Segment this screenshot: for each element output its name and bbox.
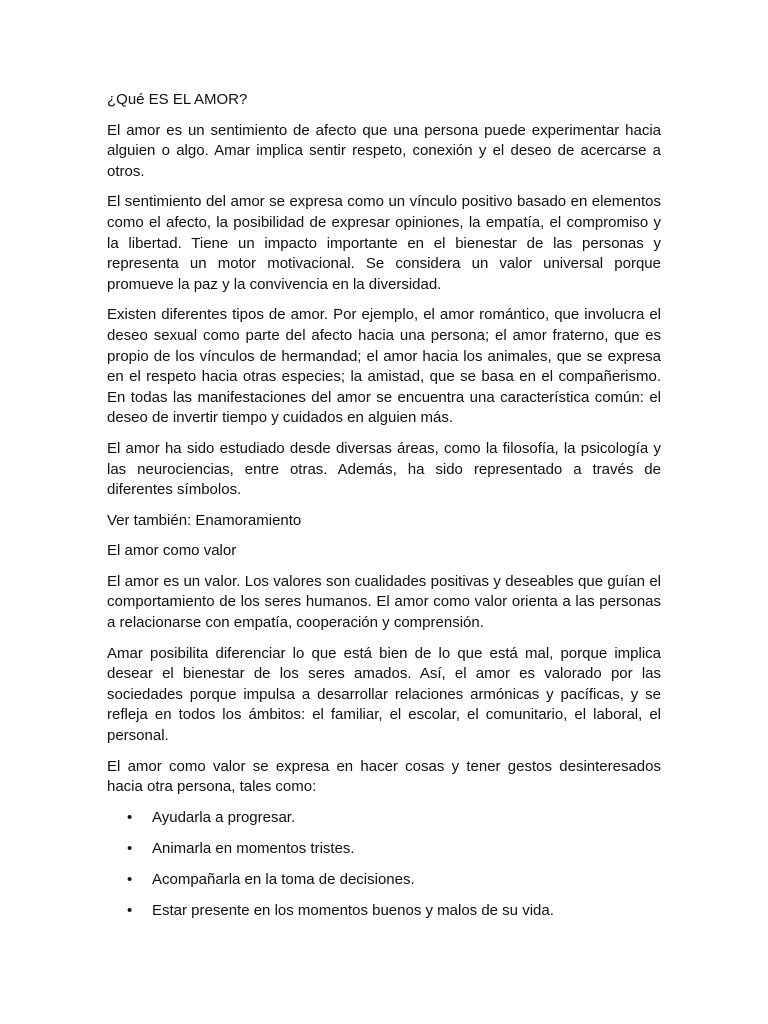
- gestures-list: [107, 808, 661, 922]
- list-item: [107, 808, 661, 829]
- document-title: ¿Qué ES EL AMOR?: [107, 91, 248, 108]
- paragraph-feeling: El sentimiento del amor se expresa como un vínculo positivo basado en elementos como el afecto, la posibilidad de expresar opiniones, la empatía, el compromiso y la libertad. Tiene un impacto importante en el bienestar de las personas y representa un motor motivacional. Se considera un valor universal porque promueve la paz y la convivencia en la diversidad.: [107, 193, 661, 293]
- section-heading-value: El amor como valor: [107, 542, 237, 560]
- paragraph-types: Existen diferentes tipos de amor. Por ejemplo, el amor romántico, que involucra el deseo sexual como parte del afecto hacia una persona; el amor fraterno, que es propio de los vínculos de hermandad; el amor hacia los animales, que se expresa en el respeto hacia otras especies; la amistad, que se basa en el compañerismo. En todas las manifestaciones del amor se encuentra una característica común: el deseo de invertir tiempo y cuidados en alguien más.: [107, 306, 661, 427]
- list-item: [107, 870, 661, 891]
- list-item: [107, 901, 661, 922]
- list-item: [107, 839, 661, 860]
- bullet-icon: •: [127, 871, 133, 888]
- bullet-icon: •: [127, 902, 133, 920]
- bullet-icon: •: [127, 839, 133, 857]
- paragraph-differentiate: Amar posibilita diferenciar lo que está bien de lo que está mal, porque implica desear el bienestar de los seres amados. Así, el amor es valorado por las sociedades porque impulsa a desarrollar relaciones armónicas y pacíficas, y se refleja en todos los ámbitos: el familiar, el escolar, el comunitario, el laboral, el personal.: [107, 644, 661, 745]
- paragraph-value: El amor es un valor. Los valores son cualidades positivas y deseables que guían el comportamiento de los seres humanos. El amor como valor orienta a las personas a relacionarse con empatía, cooperación y comprensión.: [107, 572, 661, 632]
- paragraph-definition: El amor es un sentimiento de afecto que una persona puede experimentar hacia alguien o algo. Amar implica sentir respeto, conexión y el deseo de acercarse a otros.: [107, 121, 661, 180]
- paragraph-studied: El amor ha sido estudiado desde diversas áreas, como la filosofía, la psicología y las neurociencias, entre otras. Además, ha sido representado a través de diferentes símbolos.: [107, 439, 661, 499]
- list-item-text: Ayudarla a progresar.: [152, 808, 296, 826]
- paragraph-expressed: El amor como valor se expresa en hacer cosas y tener gestos desinteresados hacia otra persona, tales como:: [107, 757, 661, 796]
- list-item-text: Estar presente en los momentos buenos y malos de su vida.: [152, 902, 554, 920]
- see-also-line: Ver también: Enamoramiento: [107, 511, 302, 529]
- list-item-text: Acompañarla en la toma de decisiones.: [152, 871, 415, 888]
- list-item-text: Animarla en momentos tristes.: [152, 839, 355, 857]
- document-page: [107, 90, 661, 932]
- bullet-icon: •: [127, 808, 133, 826]
